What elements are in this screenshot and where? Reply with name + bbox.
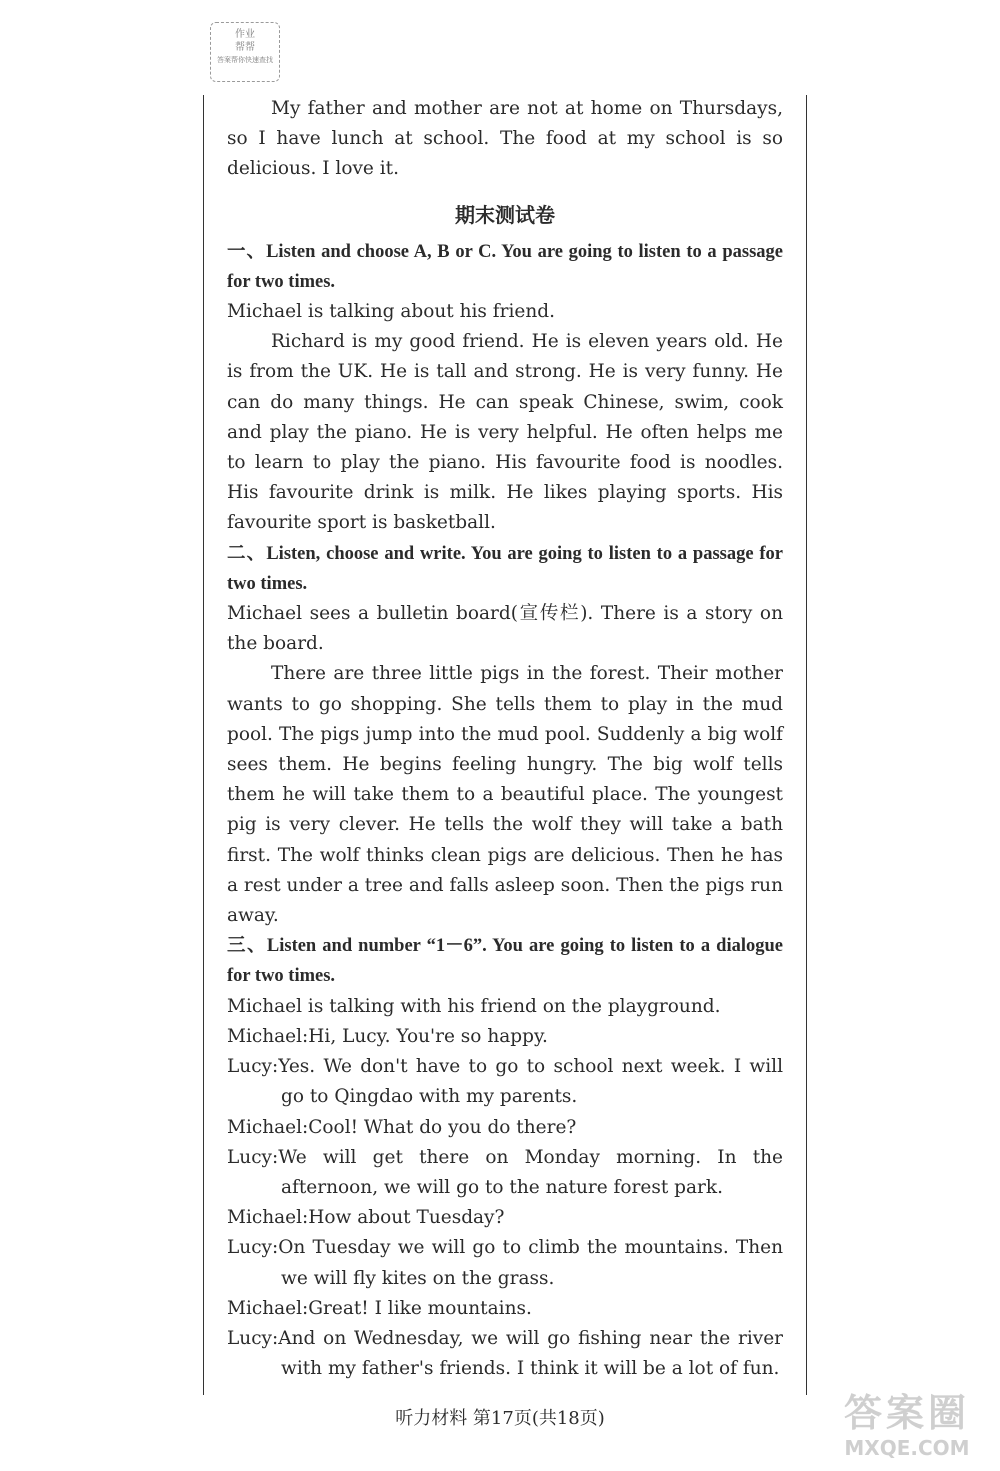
section1-lead: Michael is talking about his friend. [227, 301, 555, 323]
dialogue-line [227, 1143, 783, 1203]
dialogue-text: On Tuesday we will go to climb the mountains. Then we will fly kites on the grass. [278, 1237, 783, 1289]
dialogue-line [227, 1052, 783, 1112]
dialogue-speaker: Lucy: [227, 1146, 279, 1168]
dialogue-speaker: Michael: [227, 1207, 309, 1229]
dialogue-speaker: Michael: [227, 1297, 309, 1319]
page-title: 期末测试卷 [455, 202, 555, 227]
dialogue-text: Great! I like mountains. [308, 1297, 532, 1319]
dialogue-speaker: Michael: [227, 1116, 309, 1138]
dialogue-text: And on Wednesday, we will go fishing near the river with my father's friends. I think it will be a lot of fun. [278, 1327, 783, 1380]
section1-heading: 一、Listen and choose A, B or C. You are going to listen to a passage for two times. [227, 241, 783, 292]
dialogue-speaker: Lucy: [227, 1237, 279, 1259]
watermark-url: MXQE.COM [844, 1436, 970, 1460]
dialogue-line [227, 1294, 783, 1324]
dialogue-text: Hi, Lucy. You're so happy. [308, 1025, 548, 1047]
section2-lead: Michael sees a bulletin board(宣传栏). There is a story on the board. [227, 603, 783, 655]
watermark-logo [822, 1390, 992, 1465]
dialogue-speaker: Lucy: [227, 1056, 279, 1078]
section2-heading: 二、Listen, choose and write. You are going to listen to a passage for two times. [227, 543, 783, 594]
watermark-text: 答案圈 [843, 1391, 970, 1435]
right-margin-rule [806, 95, 807, 1395]
dialogue-line [227, 1203, 783, 1233]
section2-passage: There are three little pigs in the forest. Their mother wants to go shopping. She tells them to play in the mud pool. The pigs jump into the mud pool. Suddenly a big wolf sees them. He begins feeling hungry. The big wolf tells them he will take them to a beautiful place. The youngest pig is very clever. He tells the wolf they will take a bath first. The wolf thinks clean pigs are delicious. Then he has a rest under a tree and falls asleep soon. Then the pigs run away. [227, 663, 783, 927]
section3-heading: 三、Listen and number “1－6”. You are going to listen to a dialogue for two times. [227, 936, 783, 987]
stamp-line2: 帮帮 [235, 42, 255, 53]
stamp-line1: 作业 [235, 29, 255, 40]
dialogue-speaker: Michael: [227, 1025, 309, 1047]
section1-passage: Richard is my good friend. He is eleven years old. He is from the UK. He is tall and strong. He is very funny. He can do many things. He can speak Chinese, swim, cook and play the piano. He is very helpful. He often helps me to learn to play the piano. His favourite food is noodles. His favourite drink is milk. He likes playing sports. His favourite sport is basketball. [227, 331, 783, 534]
dialogue-speaker: Lucy: [227, 1327, 279, 1349]
page-content [227, 94, 783, 1384]
intro-paragraph: My father and mother are not at home on Thursdays, so I have lunch at school. The food at my school is so delicious. I love it. [227, 98, 783, 180]
stamp-line3: 答案帮你快速查找 [217, 56, 273, 64]
dialogue-line [227, 1022, 783, 1052]
dialogue-line [227, 1324, 783, 1384]
dialogue [227, 1022, 783, 1384]
dialogue-text: How about Tuesday? [308, 1207, 505, 1229]
dialogue-text: Cool! What do you do there? [308, 1116, 577, 1138]
section3-lead: Michael is talking with his friend on the playground. [227, 995, 721, 1017]
left-margin-rule [203, 95, 204, 1395]
dialogue-text: We will get there on Monday morning. In the afternoon, we will go to the nature forest park. [278, 1146, 783, 1198]
dialogue-line [227, 1113, 783, 1143]
dialogue-text: Yes. We don't have to go to school next week. I will go to Qingdao with my parents. [278, 1056, 783, 1108]
page-footer: 听力材料 第17页(共18页) [395, 1408, 605, 1429]
stamp-logo [210, 22, 280, 82]
dialogue-line [227, 1233, 783, 1293]
